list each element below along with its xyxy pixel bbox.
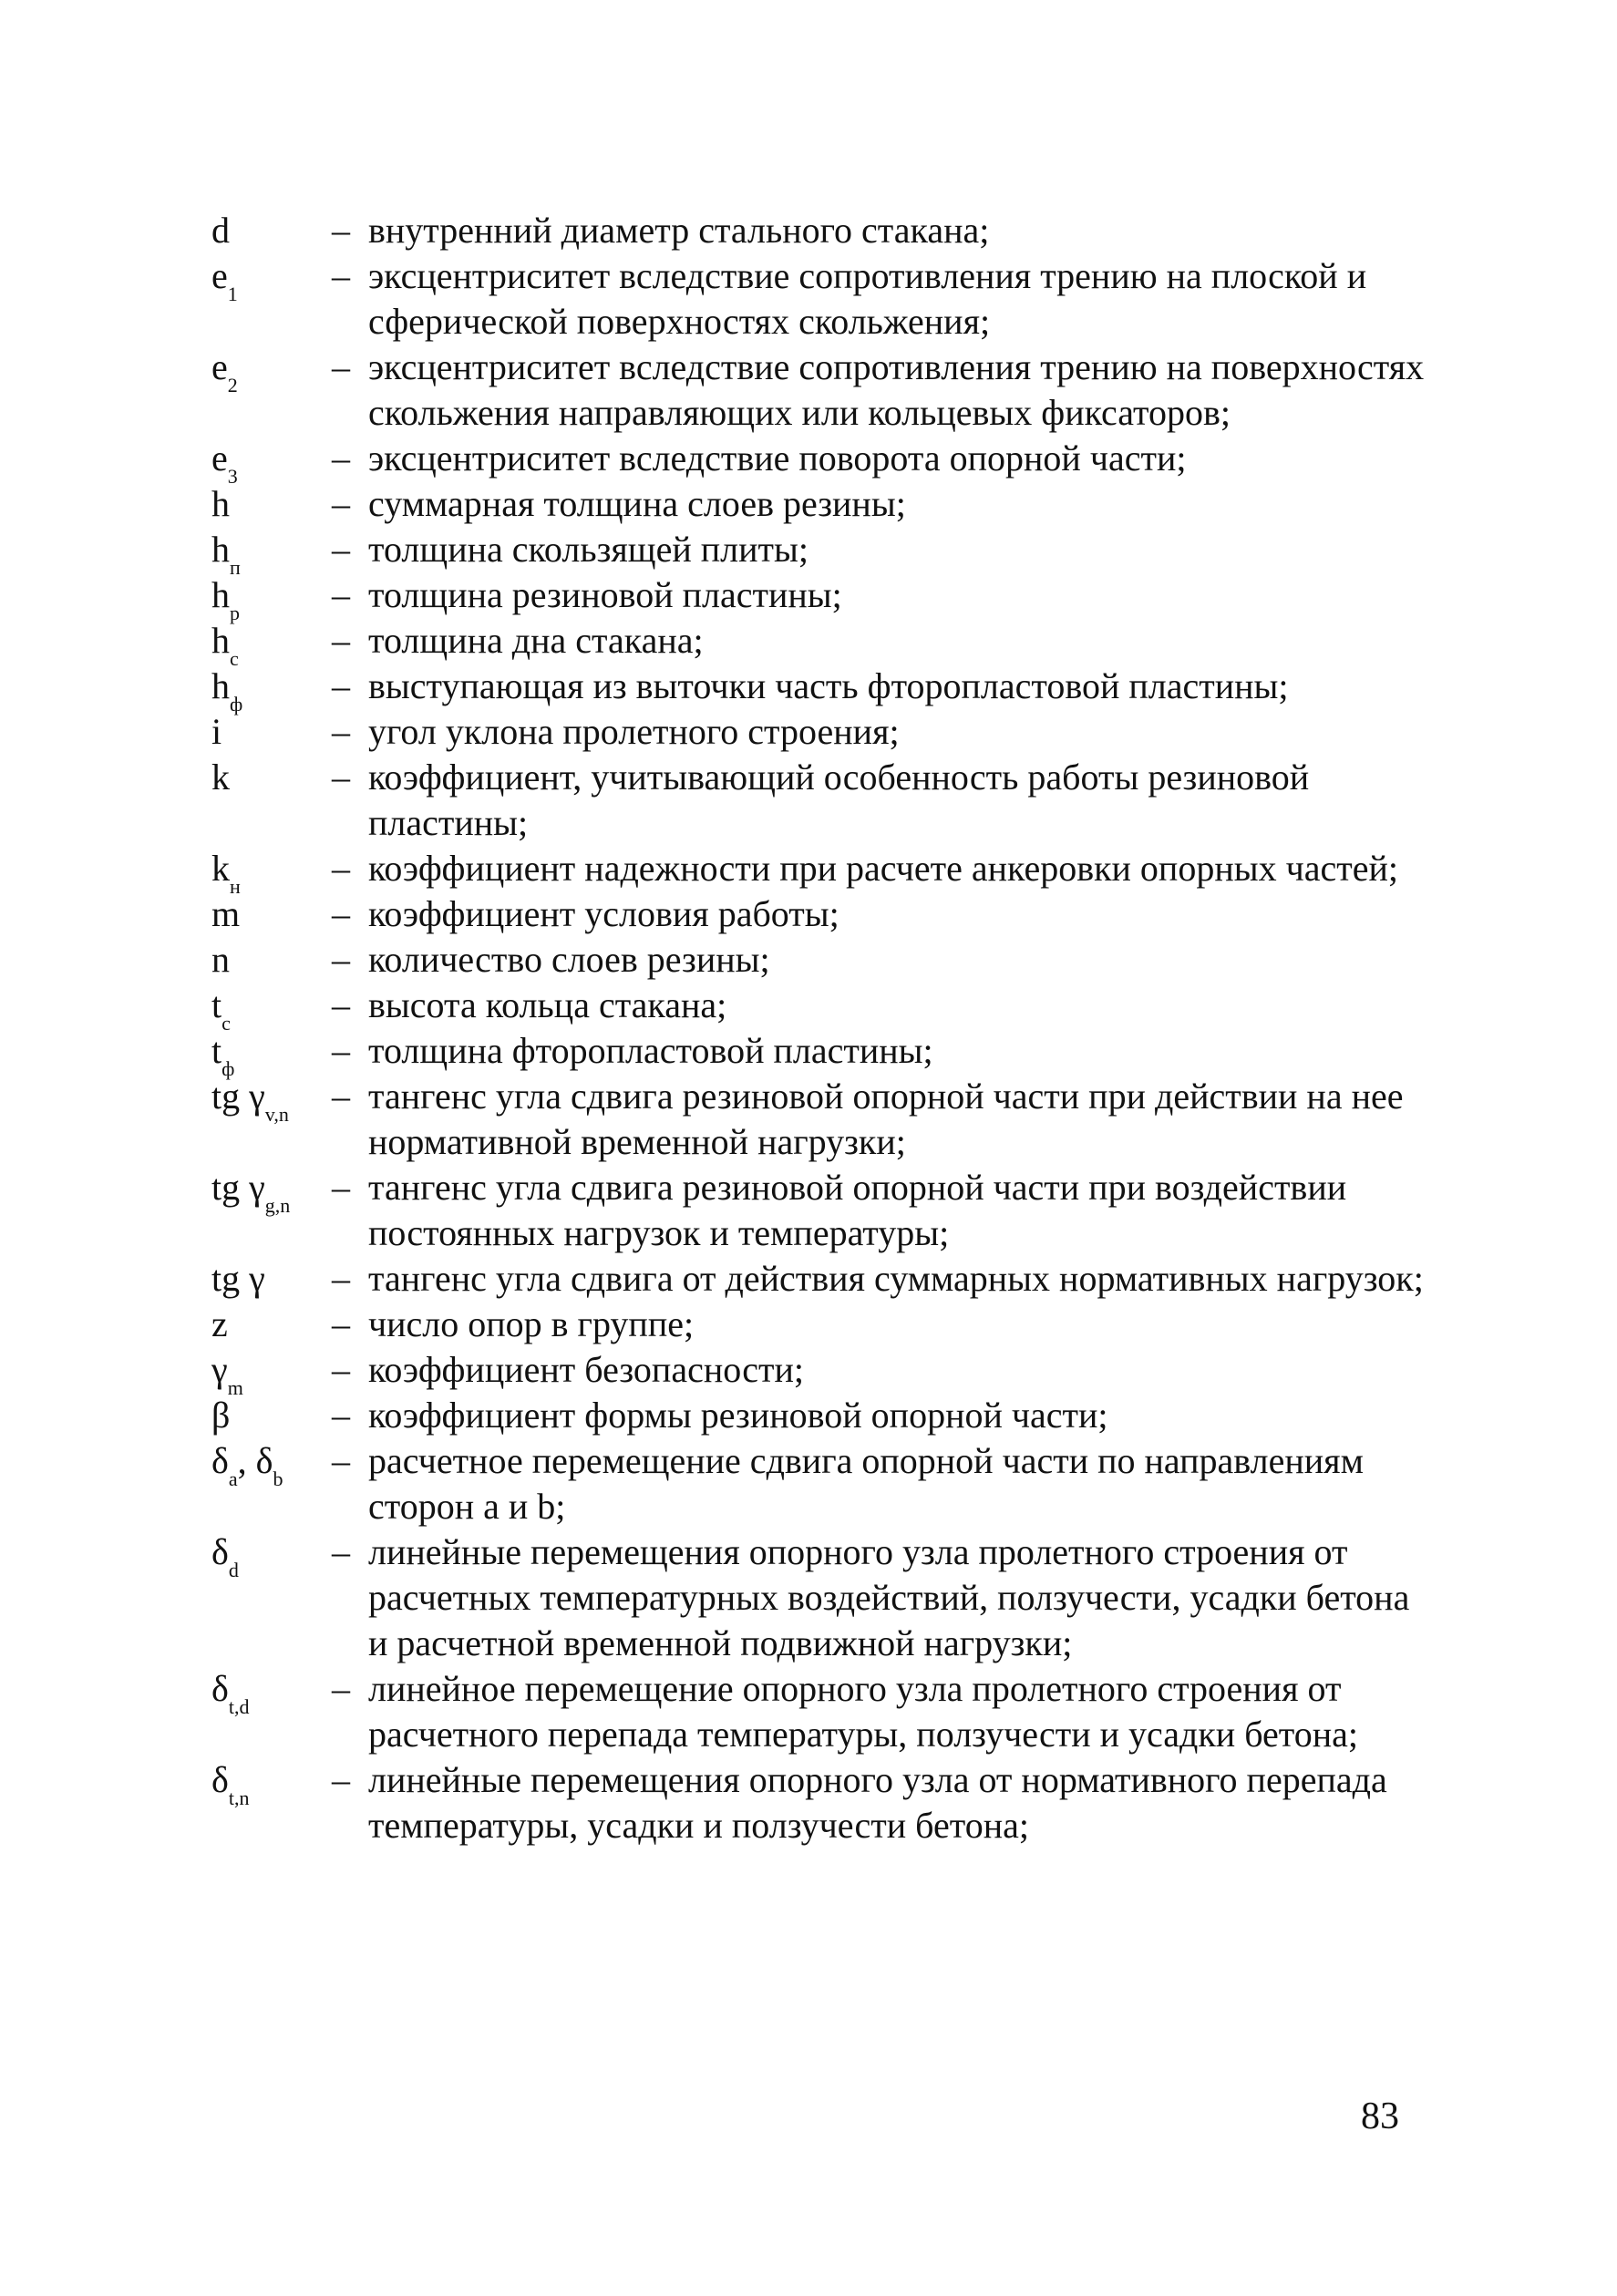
definition-text: коэффициент, учитывающий особенность работы резиновой пластины;	[368, 757, 1310, 843]
definition-text: коэффициент условия работы;	[368, 893, 839, 934]
definition-row-delta-d	[211, 1529, 1433, 1666]
definition-text: тангенс угла сдвига резиновой опорной части при воздействии постоянных нагрузок и температуры;	[368, 1167, 1347, 1253]
symbol: z	[211, 1303, 228, 1344]
symbol: d	[211, 210, 230, 251]
definition-row-tf	[211, 1028, 1433, 1080]
dash: –	[332, 483, 350, 524]
definition-row-e3	[211, 436, 1433, 488]
symbol: $h_ф$	[211, 665, 243, 716]
definition-row-delta-a-b	[211, 1438, 1433, 1529]
symbol: $k_н$	[211, 848, 241, 898]
dash: –	[332, 711, 350, 752]
definition-text: толщина скользящей плиты;	[368, 529, 808, 570]
dash: –	[332, 665, 350, 706]
dash: –	[332, 1759, 350, 1800]
definition-text: внутренний диаметр стального стакана;	[368, 210, 990, 251]
dash: –	[332, 893, 350, 934]
definition-text: эксцентриситет вследствие сопротивления трению на плоской и сферической поверхностях скольжения;	[368, 255, 1367, 342]
dash: –	[332, 620, 350, 661]
definition-text: расчетное перемещение сдвига опорной части по направлениям сторон а и b;	[368, 1440, 1364, 1527]
symbol: β	[211, 1395, 231, 1436]
definition-text: тангенс угла сдвига резиновой опорной части при действии на нее нормативной временной нагрузки;	[368, 1076, 1404, 1162]
definition-text: толщина дна стакана;	[368, 620, 704, 661]
definition-text: эксцентриситет вследствие сопротивления трению на поверхностях скольжения направляющих или кольцевых фиксаторов;	[368, 346, 1425, 433]
definition-text: коэффициент надежности при расчете анкеровки опорных частей;	[368, 848, 1398, 889]
definition-row-tc	[211, 983, 1433, 1035]
definition-text: выступающая из выточки часть фторопластовой пластины;	[368, 665, 1289, 706]
definition-row-d	[211, 208, 1433, 253]
definition-row-delta-tn	[211, 1757, 1433, 1848]
dash: –	[332, 346, 350, 387]
definition-text: коэффициент формы резиновой опорной части;	[368, 1395, 1108, 1436]
definitions-list	[211, 208, 1433, 1848]
symbol: h	[211, 483, 230, 524]
dash: –	[332, 1349, 350, 1390]
dash: –	[332, 1395, 350, 1436]
definition-row-delta-td	[211, 1666, 1433, 1757]
symbol: $h_р$	[211, 574, 240, 624]
definition-row-i	[211, 709, 1433, 755]
dash: –	[332, 848, 350, 889]
symbol: $\delta_a$, $\delta_b$	[211, 1440, 283, 1490]
definition-text: толщина резиновой пластины;	[368, 574, 842, 615]
definition-row-e1	[211, 253, 1433, 345]
symbol: k	[211, 757, 230, 798]
definition-text: число опор в группе;	[368, 1303, 695, 1344]
definition-row-kn	[211, 846, 1433, 898]
dash: –	[332, 574, 350, 615]
definition-row-tg-gamma	[211, 1256, 1433, 1302]
symbol: m	[211, 893, 241, 934]
definition-row-h	[211, 481, 1433, 527]
symbol: $e_2$	[211, 346, 238, 396]
definition-text: линейные перемещения опорного узла пролетного строения от расчетных температурных воздействий, ползучести, усадки бетона и расчетной временной подвижной нагрузки;	[368, 1531, 1410, 1663]
definition-text: коэффициент безопасности;	[368, 1349, 804, 1390]
definition-row-hf	[211, 664, 1433, 716]
definition-row-z	[211, 1302, 1433, 1347]
definition-row-k	[211, 755, 1433, 846]
definition-row-beta	[211, 1393, 1433, 1438]
definition-row-gamma-m	[211, 1347, 1433, 1399]
dash: –	[332, 984, 350, 1025]
definition-row-tg-gamma-gn	[211, 1165, 1433, 1256]
definition-text: количество слоев резины;	[368, 939, 770, 980]
definition-text: толщина фторопластовой пластины;	[368, 1030, 933, 1071]
dash: –	[332, 1531, 350, 1572]
definition-row-tg-gamma-vn	[211, 1074, 1433, 1165]
dash: –	[332, 1303, 350, 1344]
definition-text: высота кольца стакана;	[368, 984, 727, 1025]
definition-text: суммарная толщина слоев резины;	[368, 483, 906, 524]
definition-text: линейные перемещения опорного узла от нормативного перепада температуры, усадки и ползучести бетона;	[368, 1759, 1387, 1846]
dash: –	[332, 1668, 350, 1709]
symbol: n	[211, 939, 230, 980]
symbol: $t_ф$	[211, 1030, 235, 1080]
symbol: $h_с$	[211, 620, 239, 670]
symbol: tg $\gamma_{g,n}$	[211, 1167, 291, 1217]
dash: –	[332, 939, 350, 980]
symbol: $\gamma_m$	[211, 1349, 243, 1399]
dash: –	[332, 1030, 350, 1071]
symbol: tg $\gamma_{v,n}$	[211, 1076, 289, 1126]
dash: –	[332, 1167, 350, 1208]
definition-row-hr	[211, 572, 1433, 624]
dash: –	[332, 1440, 350, 1481]
page-number: 83	[1361, 2095, 1399, 2137]
dash: –	[332, 438, 350, 479]
dash: –	[332, 210, 350, 251]
symbol: $t_с$	[211, 984, 231, 1035]
definition-row-hp	[211, 527, 1433, 579]
symbol: tg γ	[211, 1258, 265, 1299]
dash: –	[332, 529, 350, 570]
definition-text: угол уклона пролетного строения;	[368, 711, 900, 752]
symbol: $\delta_d$	[211, 1531, 239, 1581]
symbol: i	[211, 711, 222, 752]
dash: –	[332, 1076, 350, 1117]
definition-text: тангенс угла сдвига от действия суммарных нормативных нагрузок;	[368, 1258, 1424, 1299]
symbol: $e_3$	[211, 438, 238, 488]
definition-row-n	[211, 937, 1433, 983]
definition-text: эксцентриситет вследствие поворота опорной части;	[368, 438, 1187, 479]
symbol: $\delta_{t,n}$	[211, 1759, 250, 1809]
symbol: $h_п$	[211, 529, 241, 579]
definition-row-m	[211, 891, 1433, 937]
dash: –	[332, 1258, 350, 1299]
definition-text: линейное перемещение опорного узла пролетного строения от расчетного перепада температуры, ползучести и усадки бетона;	[368, 1668, 1359, 1755]
dash: –	[332, 255, 350, 296]
definition-row-hc	[211, 618, 1433, 670]
dash: –	[332, 757, 350, 798]
symbol: $e_1$	[211, 255, 238, 305]
symbol: $\delta_{t,d}$	[211, 1668, 250, 1718]
definition-row-e2	[211, 345, 1433, 436]
